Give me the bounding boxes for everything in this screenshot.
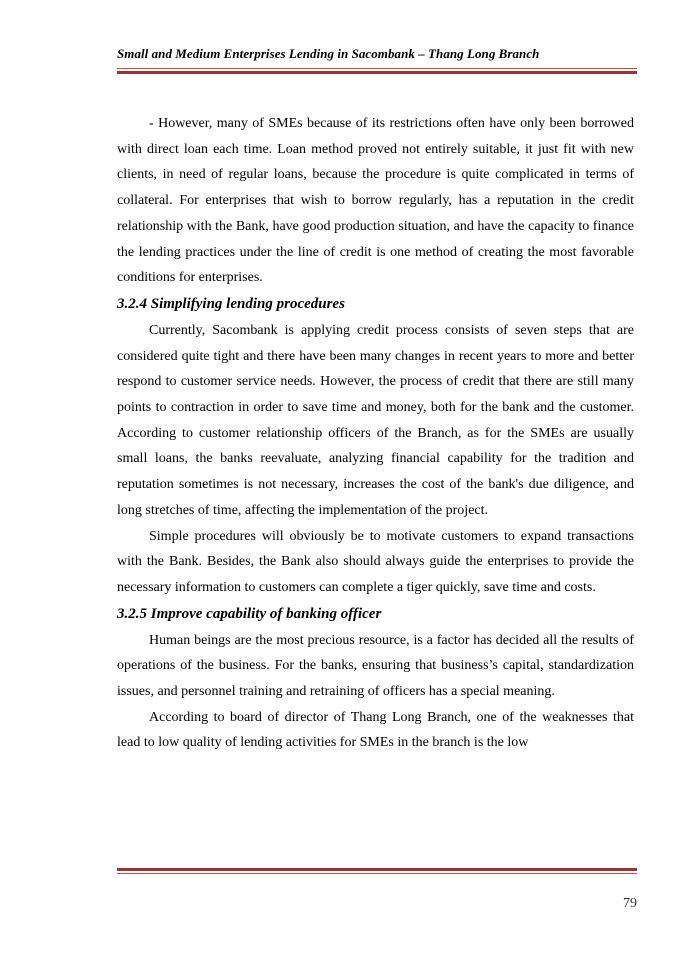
- body-paragraph: According to board of director of Thang Long Branch, one of the weaknesses that lead to low quality of lending activities for SMEs in the branch is the low: [117, 709, 634, 751]
- running-header-title: Small and Medium Enterprises Lending in Sacombank – Thang Long Branch: [117, 46, 540, 61]
- header-divider: [117, 68, 637, 74]
- body-paragraph: - However, many of SMEs because of its restrictions often have only been borrowed with direct loan each time. Loan method proved not entirely suitable, it just fit with new clients, in need of regular loans, because the procedure is quite complicated in terms of collateral. For enterprises that wish to borrow regularly, has a reputation in the credit relationship with the Bank, have good production situation, and have the capacity to finance the lending practices under the line of credit is one method of creating the most favorable conditions for enterprises.: [117, 116, 634, 286]
- page-number: 79: [623, 896, 637, 911]
- footer-divider: [117, 868, 637, 874]
- body-paragraph: Human beings are the most precious resource, is a factor has decided all the results of operations of the business. For the banks, ensuring that business’s capital, standardization issues, and personnel training and retraining of officers has a special meaning.: [117, 632, 634, 700]
- section-heading-3-2-5: 3.2.5 Improve capability of banking officer: [117, 605, 382, 622]
- body-paragraph: Currently, Sacombank is applying credit process consists of seven steps that are considered quite tight and there have been many changes in recent years to more and better respond to customer service needs. However, the process of credit that there are still many points to contraction in order to save time and money, both for the bank and the customer. According to customer relationship officers of the Branch, as for the SMEs are usually small loans, the banks reevaluate, analyzing financial capability for the tradition and reputation sometimes is not necessary, increases the cost of the bank's due diligence, and long stretches of time, affecting the implementation of the project.: [117, 322, 634, 518]
- document-body: [117, 111, 634, 756]
- body-paragraph: Simple procedures will obviously be to motivate customers to expand transactions with the Bank. Besides, the Bank also should always guide the enterprises to provide the necessary information to customers can complete a tiger quickly, save time and costs.: [117, 528, 634, 595]
- section-heading-3-2-4: 3.2.4 Simplifying lending procedures: [117, 295, 345, 312]
